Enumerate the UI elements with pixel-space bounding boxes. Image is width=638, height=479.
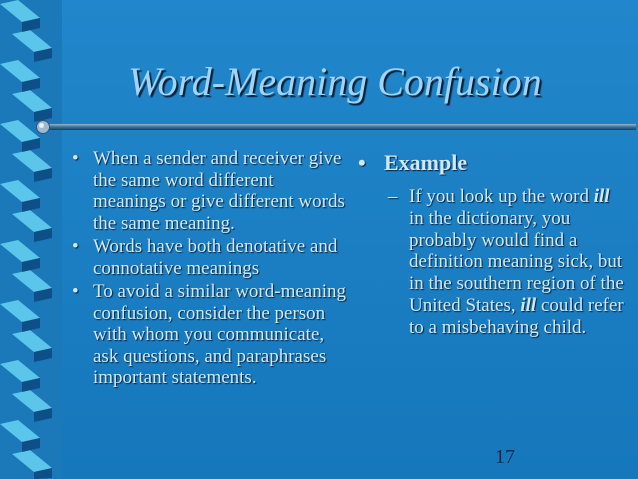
title-divider — [36, 120, 636, 134]
bullet-icon: • — [72, 281, 79, 302]
bullet-item — [72, 281, 350, 389]
example-heading — [358, 150, 628, 176]
example-emphasis-1: ill — [593, 186, 610, 207]
left-bullet-list — [72, 148, 350, 391]
bullet-item — [72, 236, 350, 279]
bullet-text: Words have both denotative and connotative meanings — [93, 236, 338, 279]
bullet-icon: • — [358, 150, 366, 175]
decorative-ribbon — [0, 0, 62, 479]
bullet-text: When a sender and receiver give the same word different meanings or give different words the same meaning. — [93, 148, 345, 234]
dash-icon: – — [388, 186, 398, 207]
example-heading-text: Example — [384, 150, 468, 175]
example-text-2: in the dictionary, you probably would find a definition meaning sick, but in the southern region of the United States, — [409, 207, 624, 316]
example-section — [358, 150, 628, 339]
example-emphasis-2: ill — [520, 294, 537, 316]
example-body — [358, 186, 628, 339]
bullet-icon: • — [72, 236, 79, 257]
page-number: 17 — [495, 446, 515, 468]
bullet-icon: • — [72, 148, 79, 169]
example-text-1: If you look up the word — [409, 186, 594, 207]
example-text-3: could refer to a misbehaving child. — [409, 294, 624, 338]
slide-title: Word-Meaning Confusion — [128, 59, 542, 104]
bullet-item — [72, 148, 350, 234]
bullet-text: To avoid a similar word-meaning confusion, consider the person with whom you communicate, ask questions, and paraphrases important statements. — [93, 281, 346, 388]
